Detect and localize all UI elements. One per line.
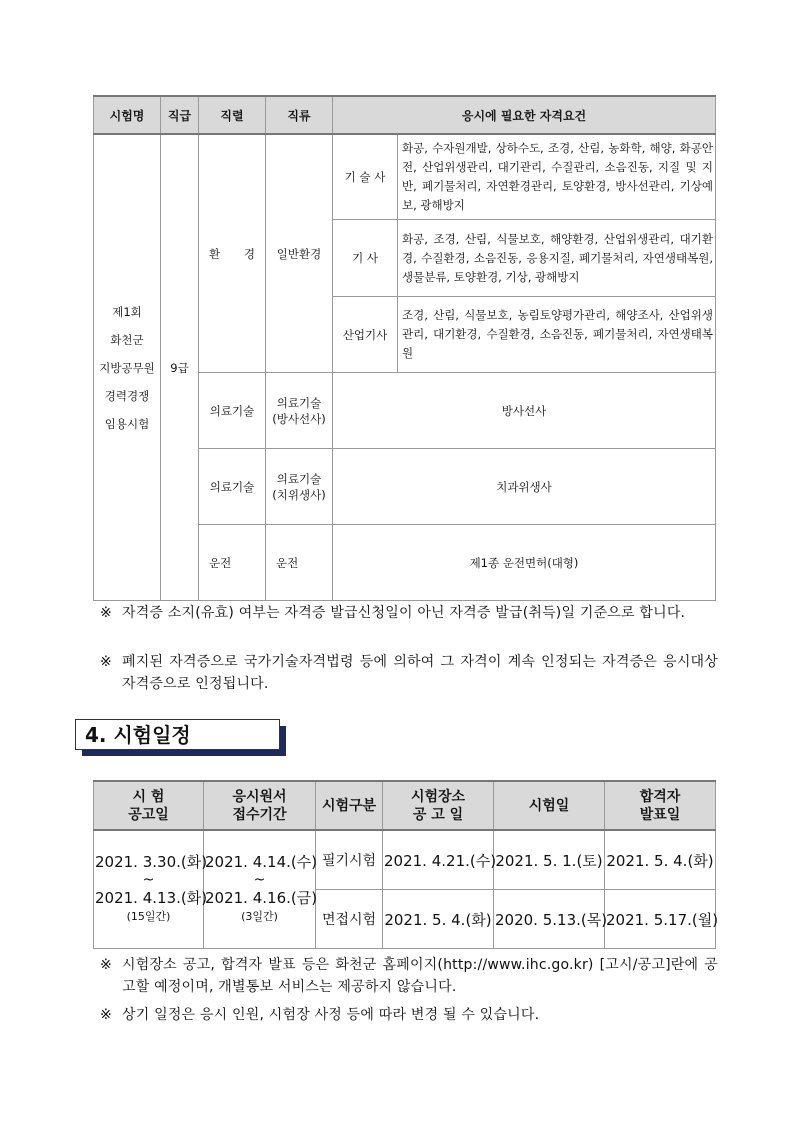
requirement-text: 화공, 수자원개발, 상하수도, 조경, 산림, 농화학, 해양, 화공안전, 산업위생관리, 대기관리, 수질관리, 소음진동, 지질 및 지반, 폐기물처리, 자연환경관리, 토양환경, 방사선관리, 기상예보, 광해방지 [398,134,716,220]
notice-period-cell [94,830,208,949]
application-period-cell [204,830,316,949]
requirement-text: 화공, 조경, 산림, 식물보호, 해양환경, 산업위생관리, 대기환경, 수질환경, 소음진동, 응용지질, 폐기물처리, 자연생태복원, 생물분류, 토양환경, 기상, 광해방지 [398,220,716,297]
note-mark: ※ [100,654,112,670]
table-row [94,134,716,220]
header-line: 응시원서 [232,788,287,805]
date-end: 2021. 4.13.(화) [95,888,208,907]
exam-date: 2020. 5.13.(목) [494,890,605,949]
exam-date: 2021. 5. 1.(토) [494,830,605,890]
note-schedule-change [100,1004,718,1026]
exam-name-line: 임용시험 [104,416,150,431]
note-license-validity [100,602,718,624]
header-exam-date: 시험일 [494,781,605,830]
header-level: 직급 [161,96,199,134]
header-application-period [204,781,316,830]
header-series: 직렬 [199,96,266,134]
date-start: 2021. 4.14.(수) [205,852,318,871]
duration: (3일간) [241,909,278,923]
level-cell: 9급 [161,134,199,601]
requirement-dental-hygienist: 치과위생사 [333,449,716,525]
exam-type-written: 필기시험 [316,830,383,890]
class-line: 의료기술 [276,471,322,486]
header-line: 접수기간 [232,806,287,823]
note-announcement [100,954,718,998]
table-row [94,830,716,890]
exam-name-line: 지방공무원 [99,360,155,375]
grade-engineer-pro: 기 술 사 [333,134,398,220]
series-driving: 운전 [199,525,266,601]
tilde: ~ [142,871,155,888]
class-driving: 운전 [266,525,333,601]
series-medical: 의료기술 [199,449,266,525]
header-exam-type: 시험구분 [316,781,383,830]
header-line: 공 고 일 [412,806,464,823]
exam-name-line: 제1회 [112,304,142,319]
result-date: 2021. 5.17.(월) [605,890,716,949]
header-notice-date [94,781,204,830]
schedule-header-row [94,781,716,830]
header-line: 시험장소 [410,788,466,805]
duration: (15일간) [126,909,171,923]
date-end: 2021. 4.16.(금) [205,888,318,907]
note-mark: ※ [100,1007,112,1023]
header-class: 직류 [266,96,333,134]
class-line: (치위생사) [272,487,326,502]
header-line: 시 험 [132,788,165,805]
exam-name-cell [94,134,161,601]
note-mark: ※ [100,957,112,973]
header-requirements: 응시에 필요한 자격요건 [333,96,716,134]
class-line: 의료기술 [276,395,322,410]
exam-name-line: 경력경쟁 [104,388,150,403]
date-start: 2021. 3.30.(화) [95,852,208,871]
qualification-header-row [94,96,716,134]
class-line: (방사선사) [272,411,326,426]
exam-type-interview: 면접시험 [316,890,383,949]
class-general-env: 일반환경 [266,134,333,373]
schedule-table [93,780,719,949]
venue-notice-date: 2021. 5. 4.(화) [383,890,494,949]
header-line: 발표일 [639,806,681,823]
grade-industrial-engineer: 산업기사 [333,297,398,373]
series-env: 환 경 [199,134,266,373]
class-radiology [266,373,333,449]
note-text: 상기 일정은 응시 인원, 시험장 사정 등에 따라 변경 될 수 있습니다. [122,1007,540,1023]
note-abolished-license [100,651,718,695]
note-mark: ※ [100,605,112,621]
exam-name-line: 화천군 [110,332,144,347]
result-date: 2021. 5. 4.(화) [605,830,716,890]
tilde: ~ [253,871,266,888]
header-exam-name: 시험명 [94,96,161,134]
note-text: 자격증 소지(유효) 여부는 자격증 발급신청일이 아닌 자격증 발급(취득)일 기준으로 합니다. [122,605,686,621]
class-dental-hygiene [266,449,333,525]
grade-engineer: 기 사 [333,220,398,297]
venue-notice-date: 2021. 4.21.(수) [383,830,494,890]
header-line: 합격자 [639,788,681,805]
requirement-text: 조경, 산림, 식물보호, 농림토양평가관리, 해양조사, 산업위생관리, 대기환경, 수질환경, 소음진동, 폐기물처리, 자연생태복원 [398,297,716,373]
header-result-date [605,781,716,830]
section-title: 4. 시험일정 [85,723,191,747]
header-line: 공고일 [128,806,169,823]
requirement-driving-license: 제1종 운전면허(대형) [333,525,716,601]
header-venue-notice [383,781,494,830]
qualification-table [93,95,716,601]
note-text: 시험장소 공고, 합격자 발표 등은 화천군 홈페이지(http://www.ihc.go.kr) [고시/공고]란에 공고할 예정이며, 개별통보 서비스는 제공하지 않습니다. [122,957,718,995]
requirement-radiographer: 방사선사 [333,373,716,449]
series-medical: 의료기술 [199,373,266,449]
note-text: 폐지된 자격증으로 국가기술자격법령 등에 의하여 그 자격이 계속 인정되는 자격증은 응시대상 자격증으로 인정됩니다. [122,654,718,692]
